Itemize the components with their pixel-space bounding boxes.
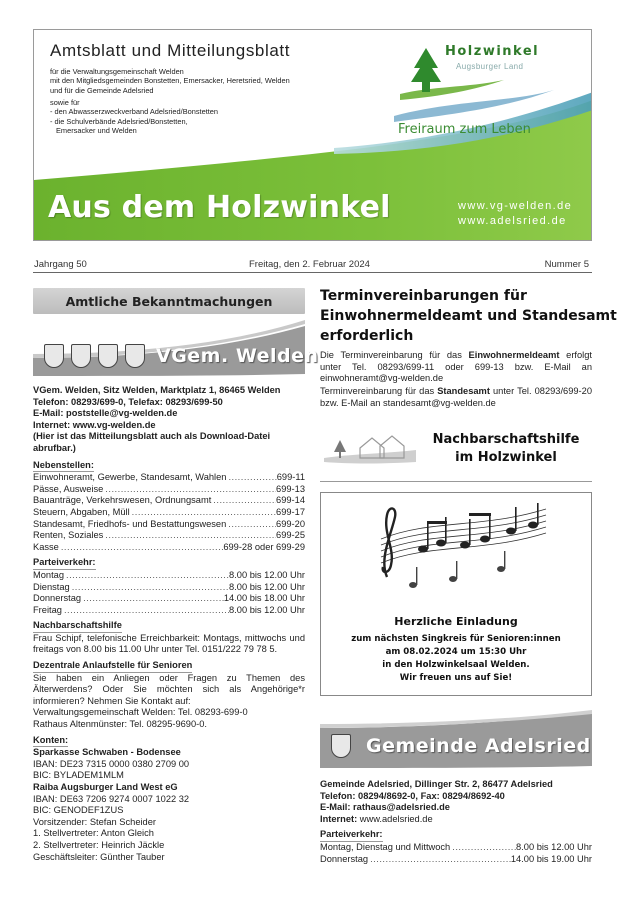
- nh-line: Nachbarschaftshilfe: [432, 432, 580, 447]
- masthead: [33, 29, 592, 241]
- nebenstellen-heading: Nebenstellen:: [33, 460, 94, 473]
- termin-title-line: Terminvereinbarungen für: [320, 288, 527, 304]
- invitation-line: zum nächsten Singkreis für Senioren:innen: [351, 634, 561, 644]
- termin-title: [320, 286, 617, 346]
- masthead-line: - die Schulverbände Adelsried/Bonstetten,: [50, 116, 188, 126]
- list-item: Standesamt, Friedhofs- und Bestattungswesen ..... 699-20: [33, 519, 305, 531]
- vgem-email[interactable]: E-Mail: poststelle@vg-welden.de: [33, 408, 178, 419]
- url-vg-welden[interactable]: www.vg-welden.de: [458, 200, 573, 212]
- konten-heading: Konten:: [33, 735, 68, 748]
- crest-icon: [125, 344, 145, 368]
- jahrgang: Jahrgang 50: [34, 259, 87, 270]
- adelsried-email[interactable]: E-Mail: rathaus@adelsried.de: [320, 802, 450, 813]
- vgem-address: VGem. Welden, Sitz Welden, Marktplatz 1, 86465 Welden: [33, 385, 281, 395]
- download-note: (Hier ist das Mitteilungsblatt auch als Download-Datei abrufbar.): [33, 431, 271, 453]
- issue-number: Nummer 5: [544, 259, 589, 270]
- list-item: Einwohneramt, Gewerbe, Standesamt, Wahlen ..... 699-11: [33, 472, 305, 484]
- parteiverkehr-list: [33, 570, 305, 616]
- newspaper-title: Aus dem Holzwinkel: [48, 190, 391, 225]
- iban-1: IBAN: DE23 7315 0000 0380 2709 00: [33, 758, 190, 769]
- nebenstellen-list: [33, 472, 305, 553]
- bank-2: Raiba Augsburger Land West eG: [33, 782, 178, 792]
- issue-info: [33, 257, 592, 273]
- crest-icon: [331, 734, 351, 758]
- invitation-line: in den Holzwinkelsaal Welden.: [382, 660, 530, 670]
- left-column: [33, 385, 305, 863]
- bank-1: Sparkasse Schwaben - Bodensee: [33, 747, 181, 758]
- divider: [320, 481, 592, 482]
- list-item: Pässe, Ausweise ..... 699-13: [33, 484, 305, 496]
- list-item: Donnerstag ..... 14.00 bis 18.00 Uhr: [33, 593, 305, 605]
- iban-2: IBAN: DE63 7206 9274 0007 1022 32: [33, 793, 190, 804]
- termin-paragraph-1: Die Terminvereinbarung für das Einwohnermeldeamt erfolgt unter Tel. 08293/699-11 oder 699-13 bzw. E-Mail an einwohneramt@vg-welden.de: [320, 350, 592, 384]
- termin-paragraph-2: Terminvereinbarung für das Standesamt unter Tel. 08293/699-20 bzw. E-Mail an standesamt@vg-welden.de: [320, 386, 592, 408]
- list-item: Montag, Dienstag und Mittwoch ..... 8.00 bis 12.00 Uhr: [320, 842, 592, 854]
- adelsried-banner-text: Gemeinde Adelsried: [366, 735, 591, 757]
- vgem-banner-text: VGem. Welden: [156, 345, 319, 367]
- stellvertreter-1: 1. Stellvertreter: Anton Gleich: [33, 828, 154, 839]
- nachbarschaftshilfe-text: Frau Schipf, telefonische Erreichbarkeit: Montags, mittwochs und freitags von 8.00 bis 11.00 Uhr unter Tel. 0151/222 79 78 5.: [33, 632, 305, 655]
- masthead-line: und für die Gemeinde Adelsried: [50, 85, 154, 95]
- nachbarschaftshilfe-logo-text: [420, 431, 592, 467]
- termin-title-line: Einwohnermeldeamt und Standesamt: [320, 308, 617, 324]
- houses-icon: [320, 428, 420, 472]
- music-notes-icon: [361, 499, 551, 599]
- invitation-box: [320, 492, 592, 696]
- adelsried-parteiverkehr-heading: Parteiverkehr:: [320, 829, 383, 842]
- termin-title-line: erforderlich: [320, 328, 414, 344]
- stellvertreter-2: 2. Stellvertreter: Heinrich Jäckle: [33, 839, 165, 850]
- senioren-contact-2: Rathaus Altenmünster: Tel. 08295-9690-0.: [33, 719, 207, 730]
- invitation-line: Wir freuen uns auf Sie!: [399, 673, 513, 683]
- slogan: Freiraum zum Leben: [398, 122, 531, 137]
- list-item: Dienstag ..... 8.00 bis 12.00 Uhr: [33, 582, 305, 594]
- amtliche-banner-text: Amtliche Bekanntmachungen: [65, 294, 273, 309]
- adelsried-phone: Telefon: 08294/8692-0, Fax: 08294/8692-40: [320, 790, 505, 801]
- masthead-line: mit den Mitgliedsgemeinden Bonstetten, Emersacker, Heretsried, Welden: [50, 76, 290, 86]
- vgem-internet[interactable]: Internet: www.vg-welden.de: [33, 419, 156, 430]
- masthead-line: Emersacker und Welden: [56, 125, 137, 135]
- nachbarschaftshilfe-heading: Nachbarschaftshilfe: [33, 620, 122, 633]
- invitation-title: Herzliche Einladung: [394, 615, 518, 628]
- list-item: Donnerstag ..... 14.00 bis 19.00 Uhr: [320, 854, 592, 866]
- crest-icon: [98, 344, 118, 368]
- list-item: Freitag ..... 8.00 bis 12.00 Uhr: [33, 605, 305, 617]
- masthead-title: Amtsblatt und Mitteilungsblatt: [50, 41, 291, 60]
- tree-icon: [408, 46, 444, 98]
- list-item: Steuern, Abgaben, Müll ..... 699-17: [33, 507, 305, 519]
- senioren-heading: Dezentrale Anlaufstelle für Senioren: [33, 660, 192, 673]
- issue-date: Freitag, den 2. Februar 2024: [249, 259, 370, 270]
- masthead-line: sowie für: [50, 98, 80, 107]
- brand-name: Holzwinkel: [445, 44, 540, 59]
- list-item: Bauanträge, Verkehrswesen, Ordnungsamt ..... 699-14: [33, 495, 305, 507]
- adelsried-internet[interactable]: Internet: www.adelsried.de: [320, 813, 433, 824]
- list-item: Kasse ..... 699-28 oder 699-29: [33, 542, 305, 554]
- parteiverkehr-heading: Parteiverkehr:: [33, 557, 96, 570]
- adelsried-address: Gemeinde Adelsried, Dillinger Str. 2, 86477 Adelsried: [320, 779, 553, 789]
- vgem-phone: Telefon: 08293/699-0, Telefax: 08293/699-50: [33, 396, 223, 407]
- bic-2: BIC: GENODEF1ZUS: [33, 805, 124, 816]
- nachbarschaftshilfe-logo: [320, 424, 592, 475]
- masthead-line: für die Verwaltungsgemeinschaft Welden: [50, 67, 184, 76]
- url-adelsried[interactable]: www.adelsried.de: [458, 215, 567, 227]
- nh-line: im Holzwinkel: [455, 450, 557, 465]
- crest-icon: [44, 344, 64, 368]
- masthead-line: - den Abwasserzweckverband Adelsried/Bonstetten: [50, 107, 219, 117]
- list-item: Renten, Soziales ..... 699-25: [33, 530, 305, 542]
- bic-1: BIC: BYLADEM1MLM: [33, 770, 124, 781]
- geschaeftsleiter: Geschäftsleiter: Günther Tauber: [33, 851, 165, 862]
- masthead-lines2: [50, 98, 218, 135]
- brand-sub: Augsburger Land: [456, 62, 524, 71]
- invitation-line: am 08.02.2024 um 15:30 Uhr: [385, 647, 527, 657]
- adelsried-info: [320, 779, 592, 865]
- masthead-lines: [50, 67, 290, 95]
- senioren-contact-1: Verwaltungsgemeinschaft Welden: Tel. 08293-699-0: [33, 707, 248, 718]
- list-item: Montag ..... 8.00 bis 12.00 Uhr: [33, 570, 305, 582]
- vorsitzender: Vorsitzender: Stefan Scheider: [33, 816, 156, 827]
- senioren-text: Sie haben ein Anliegen oder Fragen zu Themen des Älterwerdens? Oder Sie möchten sich als Angehörige*r informieren? Nehmen Sie Kontakt auf:: [33, 672, 305, 706]
- crest-icon: [71, 344, 91, 368]
